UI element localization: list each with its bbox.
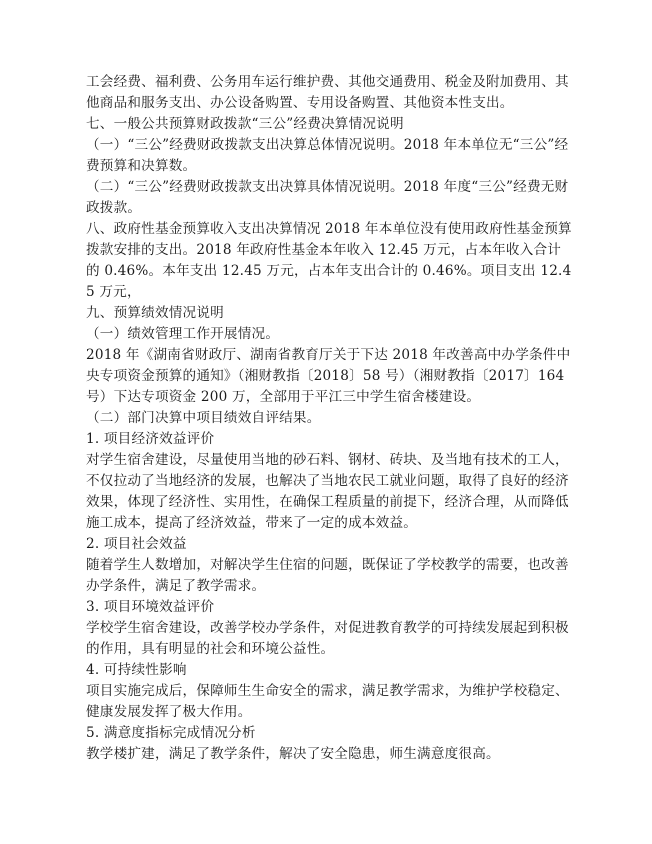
paragraph-three-public-total: （一）“三公”经费财政拨款支出决算总体情况说明。2018 年本单位无“三公”经费预算和决算数。 bbox=[86, 137, 569, 174]
paragraph-satisfaction: 教学楼扩建，满足了教学条件，解决了安全隐患，师生满意度很高。 bbox=[86, 746, 500, 762]
heading-social-benefit: 2. 项目社会效益 bbox=[86, 536, 187, 552]
paragraph-special-fund: 2018 年《湖南省财政厅、湖南省教育厅关于下达 2018 年改善高中办学条件中央专项资金预算的通知》（湘财教指〔2018〕58 号）（湘财教指〔2017〕164 号）下达专项资金 200 万，全部用于平江三中学生宿舍楼建设。 bbox=[86, 347, 571, 405]
section-heading-nine: 九、预算绩效情况说明 bbox=[86, 305, 224, 321]
paragraph-environmental-benefit: 学校学生宿舍建设，改善学校办学条件，对促进教育教学的可持续发展起到积极的作用，具有明显的社会和环境公益性。 bbox=[86, 620, 569, 657]
section-heading-seven: 七、一般公共预算财政拨款“三公”经费决算情况说明 bbox=[86, 116, 404, 132]
document-body bbox=[86, 72, 572, 765]
heading-economic-benefit: 1. 项目经济效益评价 bbox=[86, 431, 215, 447]
heading-satisfaction: 5. 满意度指标完成情况分析 bbox=[86, 725, 256, 741]
paragraph-social-benefit: 随着学生人数增加，对解决学生住宿的问题，既保证了学校教学的需要，也改善办学条件，满足了教学需求。 bbox=[86, 557, 569, 594]
subheading-self-evaluation: （二）部门决算中项目绩效自评结果。 bbox=[86, 410, 321, 426]
subheading-performance-management: （一）绩效管理工作开展情况。 bbox=[86, 326, 280, 342]
heading-sustainability: 4. 可持续性影响 bbox=[86, 662, 187, 678]
paragraph-government-fund: 八、政府性基金预算收入支出决算情况 2018 年本单位没有使用政府性基金预算拨款安排的支出。2018 年政府性基金本年收入 12.45 万元，占本年收入合计的 0.46%。本年支出 12.45 万元，占本年支出合计的 0.46%。项目支出 12.45 万元， bbox=[86, 221, 572, 300]
paragraph-sustainability: 项目实施完成后，保障师生生命安全的需求，满足教学需求，为维护学校稳定、健康发展发挥了极大作用。 bbox=[86, 683, 569, 720]
heading-environmental-benefit: 3. 项目环境效益评价 bbox=[86, 599, 215, 615]
paragraph-economic-benefit: 对学生宿舍建设，尽量使用当地的砂石料、钢材、砖块、及当地有技术的工人，不仅拉动了当地经济的发展，也解决了当地农民工就业问题，取得了良好的经济效果，体现了经济性、实用性，在确保工程质量的前提下，经济合理，从而降低施工成本，提高了经济效益，带来了一定的成本效益。 bbox=[86, 452, 569, 531]
paragraph-three-public-detail: （二）“三公”经费财政拨款支出决算具体情况说明。2018 年度“三公”经费无财政拨款。 bbox=[86, 179, 569, 216]
paragraph-expense-items: 工会经费、福利费、公务用车运行维护费、其他交通费用、税金及附加费用、其他商品和服务支出、办公设备购置、专用设备购置、其他资本性支出。 bbox=[86, 74, 569, 111]
